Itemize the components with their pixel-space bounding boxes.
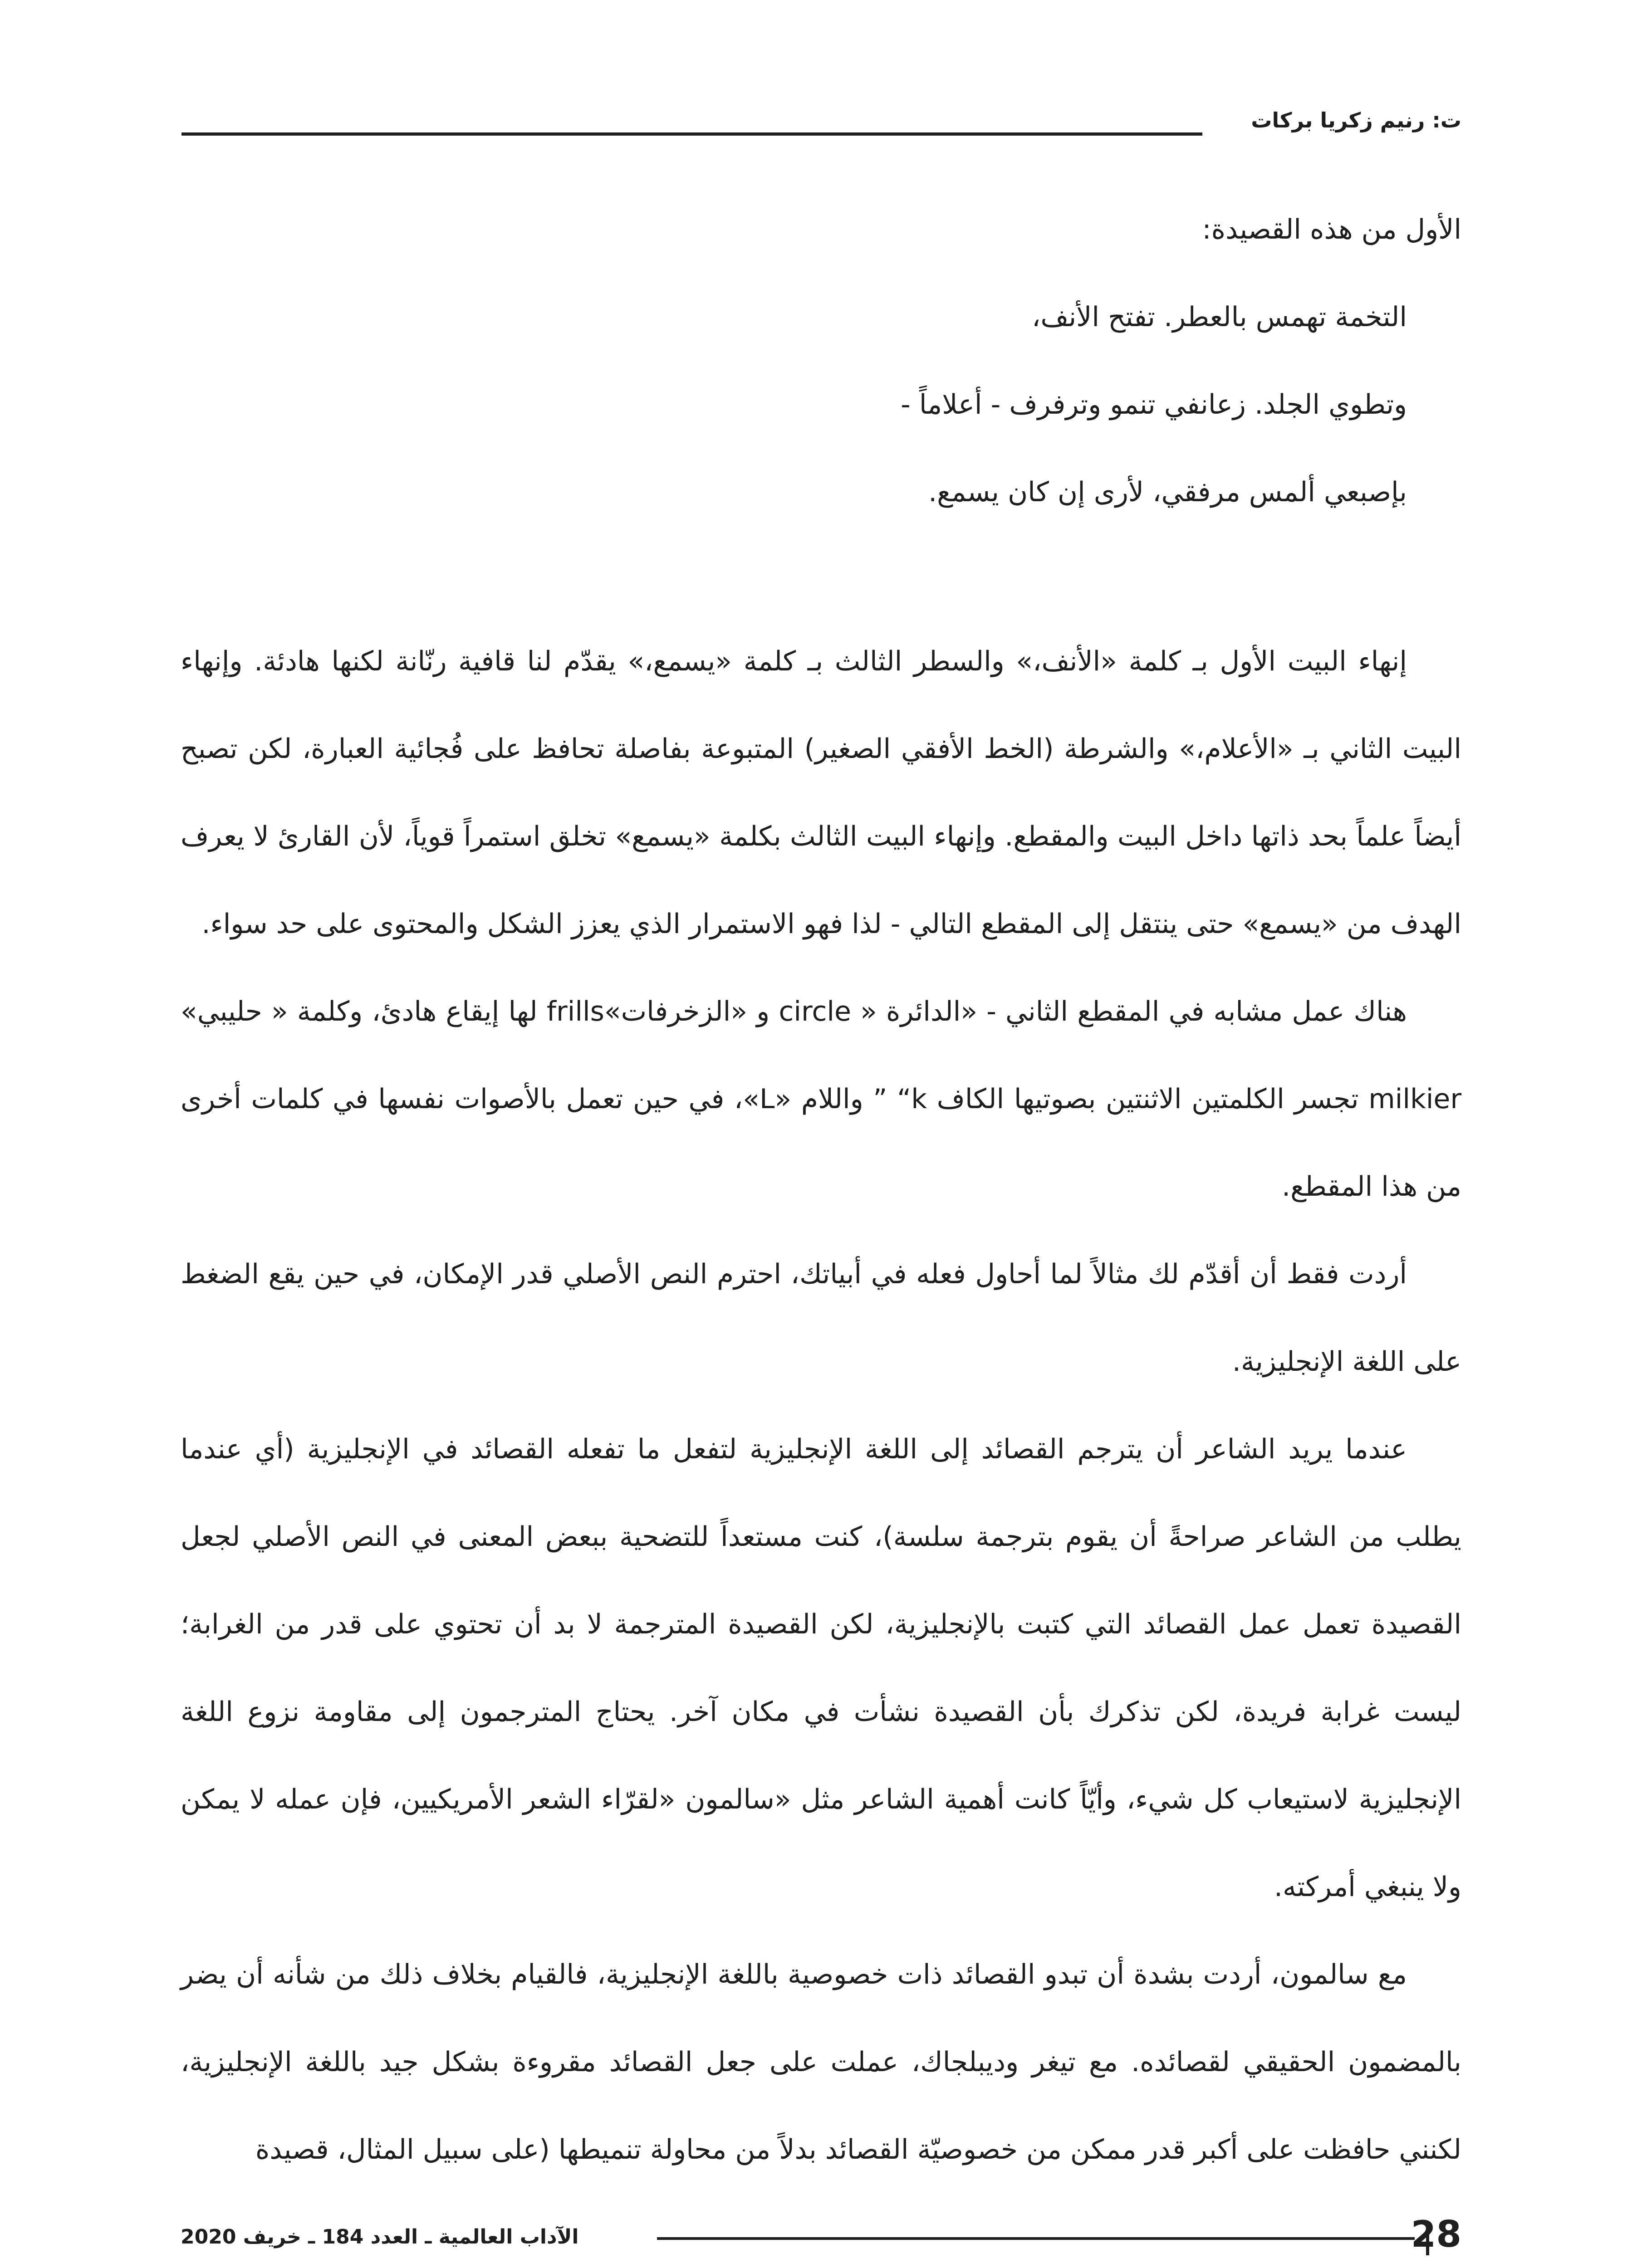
poem-line: وتطوي الجلد. زعانفي تنمو وترفرف - أعلاماً - (901, 389, 1407, 420)
footer-rule (657, 2237, 1415, 2240)
translator-name: ت: رنيم زكريا بركات (1251, 108, 1461, 132)
poem-line: بإصبعي ألمس مرفقي، لأرى إن كان يسمع. (928, 476, 1407, 508)
poem-line: التخمة تهمس بالعطر. تفتح الأنف، (1031, 301, 1407, 333)
paragraph: إنهاء البيت الأول بـ كلمة «الأنف،» والسطر الثالث بـ كلمة «يسمع،» يقدّم لنا قافية رنّانة لكنها هادئة. وإنهاء البيت الثاني بـ «الأعلام،» والشرطة (الخط الأفقي الصغير) المتبوعة بفاصلة تحافظ على فُجائية العبارة، لكن تصبح أيضاً علماً بحد ذاتها داخل البيت والمقطع. وإنهاء البيت الثالث بكلمة «يسمع» تخلق استمراً قوياً، لأن القارئ لا يعرف الهدف من «يسمع» حتى ينتقل إلى المقطع التالي - لذا فهو الاستمرار الذي يعزز الشكل والمحتوى على حد سواء. (181, 645, 1461, 940)
paragraph: مع سالمون، أردت بشدة أن تبدو القصائد ذات خصوصية باللغة الإنجليزية، فالقيام بخلاف ذلك من شأنه أن يضر بالمضمون الحقيقي لقصائده. مع تيغر وديبلجاك، عملت على جعل القصائد مقروءة بشكل جيد باللغة الإنجليزية، لكنني حافظت على أكبر قدر ممكن من خصوصيّة القصائد بدلاً من محاولة تنميطها (على سبيل المثال، قصيدة (181, 1959, 1461, 2165)
paragraph: عندما يريد الشاعر أن يترجم القصائد إلى اللغة الإنجليزية لتفعل ما تفعله القصائد في الإنجليزية (أي عندما يطلب من الشاعر صراحةً أن يقوم بترجمة سلسة)، كنت مستعداً للتضحية ببعض المعنى في النص الأصلي لجعل القصيدة تعمل عمل القصائد التي كتبت بالإنجليزية، لكن القصيدة المترجمة لا بد أن تحتوي على قدر من الغرابة؛ ليست غرابة فريدة، لكن تذكرك بأن القصيدة نشأت في مكان آخر. يحتاج المترجمون إلى مقاومة نزوع اللغة الإنجليزية لاستيعاب كل شيء، وأيّاً كانت أهمية الشاعر مثل «سالمون «لقرّاء الشعر الأمريكيين، فإن عمله لا يمكن ولا ينبغي أمركته. (181, 1433, 1461, 1903)
intro-line: الأول من هذه القصيدة: (1202, 214, 1461, 245)
page-footer (181, 2214, 1461, 2268)
running-header (181, 104, 1461, 145)
article-body (181, 186, 1461, 2194)
paragraph: أردت فقط أن أقدّم لك مثالاً لما أحاول فعله في أبياتك، احترم النص الأصلي قدر الإمكان، في حين يقع الضغط على اللغة الإنجليزية. (181, 1258, 1461, 1378)
header-rule (181, 132, 1202, 136)
poem-excerpt (181, 274, 1461, 536)
journal-issue: الآداب العالمية ـ العدد 184 ـ خريف 2020 (181, 2225, 579, 2248)
section-gap (181, 536, 1461, 618)
paragraph: هناك عمل مشابه في المقطع الثاني - «الدائرة « circle و «الزخرفات»frills لها إيقاع هادئ، وكلمة « حليبي» milkier تجسر الكلمتين الاثنتين بصوتيها الكاف k“ ” واللام «L»، في حين تعمل بالأصوات نفسها في كلمات أخرى من هذا المقطع. (181, 996, 1461, 1202)
page-number: 28 (1411, 2213, 1461, 2255)
